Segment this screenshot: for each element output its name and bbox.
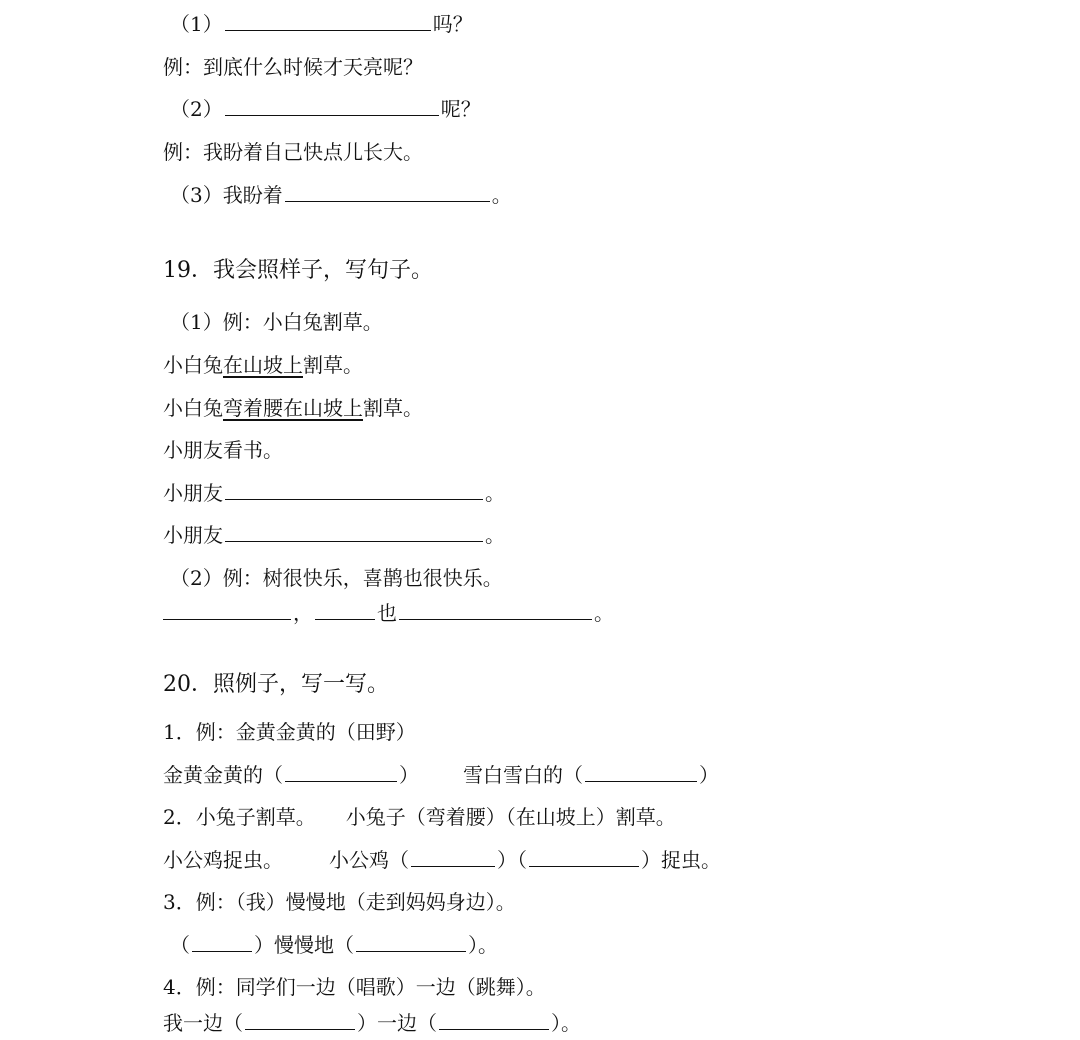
q19-fill-line-1: 小朋友 。 [163, 481, 505, 505]
q18-example-2: 例：到底什么时候才天亮呢？ [163, 55, 423, 79]
q20-item-1-fill: 金黄金黄的（ ） 雪白雪白的（ ） [163, 763, 719, 787]
answer-blank[interactable] [399, 601, 592, 620]
q19-prompt-sentence: 小朋友看书。 [163, 438, 283, 462]
q20-item-4-example: 4．例：同学们一边（唱歌）一边（跳舞）。 [163, 975, 546, 999]
answer-blank[interactable] [225, 97, 439, 116]
q20-item-4-fill: 我一边（ ）一边（ ）。 [163, 1011, 581, 1035]
answer-blank[interactable] [245, 1011, 355, 1030]
q20-item-1-example: 1．例：金黄金黄的（田野） [163, 720, 416, 744]
q19-part2-example: （2）例：树很快乐，喜鹊也很快乐。 [170, 566, 503, 590]
answer-blank[interactable] [285, 183, 490, 202]
q20-item-3-example: 3．例：（我）慢慢地（走到妈妈身边）。 [163, 890, 516, 914]
answer-blank[interactable] [225, 481, 483, 500]
underlined-phrase: 在山坡上 [223, 353, 303, 377]
q18-item-1 [170, 11, 473, 37]
answer-blank[interactable] [439, 1011, 549, 1030]
answer-blank[interactable] [315, 601, 375, 620]
q20-item-2-example: 2．小兔子割草。 小兔子（弯着腰）（在山坡上）割草。 [163, 805, 676, 829]
item-number: （1） [170, 12, 223, 36]
q20-title: 20．照例子，写一写。 [163, 672, 389, 697]
q18-item-2 [170, 96, 481, 122]
q18-item-3 [170, 182, 512, 208]
q19-fill-line-2: 小朋友 。 [163, 523, 505, 547]
sentence-start: （3）我盼着 [170, 183, 283, 207]
answer-blank[interactable] [411, 848, 495, 867]
answer-blank[interactable] [285, 763, 397, 782]
item-number: （2） [170, 97, 223, 121]
answer-blank[interactable] [163, 601, 291, 620]
sentence-ending: 吗？ [432, 12, 473, 36]
q20-item-2-fill: 小公鸡捉虫。 小公鸡（ ）（ ）捉虫。 [163, 848, 721, 872]
q19-part2-fill: ， 也 。 [163, 600, 614, 626]
q19-part1-example: （1）例：小白兔割草。 [170, 310, 383, 334]
answer-blank[interactable] [585, 763, 697, 782]
answer-blank[interactable] [356, 933, 466, 952]
q18-example-3: 例：我盼着自己快点儿长大。 [163, 140, 423, 164]
answer-blank[interactable] [529, 848, 639, 867]
answer-blank[interactable] [192, 933, 252, 952]
sentence-ending: 。 [491, 183, 512, 207]
q20-item-3-fill: （ ）慢慢地（ ）。 [170, 933, 498, 957]
underlined-phrase: 弯着腰在山坡上 [223, 396, 363, 420]
q19-example-line-2: 小白兔弯着腰在山坡上割草。 [163, 396, 423, 420]
q19-example-line-1: 小白兔在山坡上割草。 [163, 353, 363, 377]
answer-blank[interactable] [225, 523, 483, 542]
q19-title: 19．我会照样子，写句子。 [163, 258, 433, 283]
sentence-ending: 呢？ [440, 97, 481, 121]
answer-blank[interactable] [225, 12, 431, 31]
